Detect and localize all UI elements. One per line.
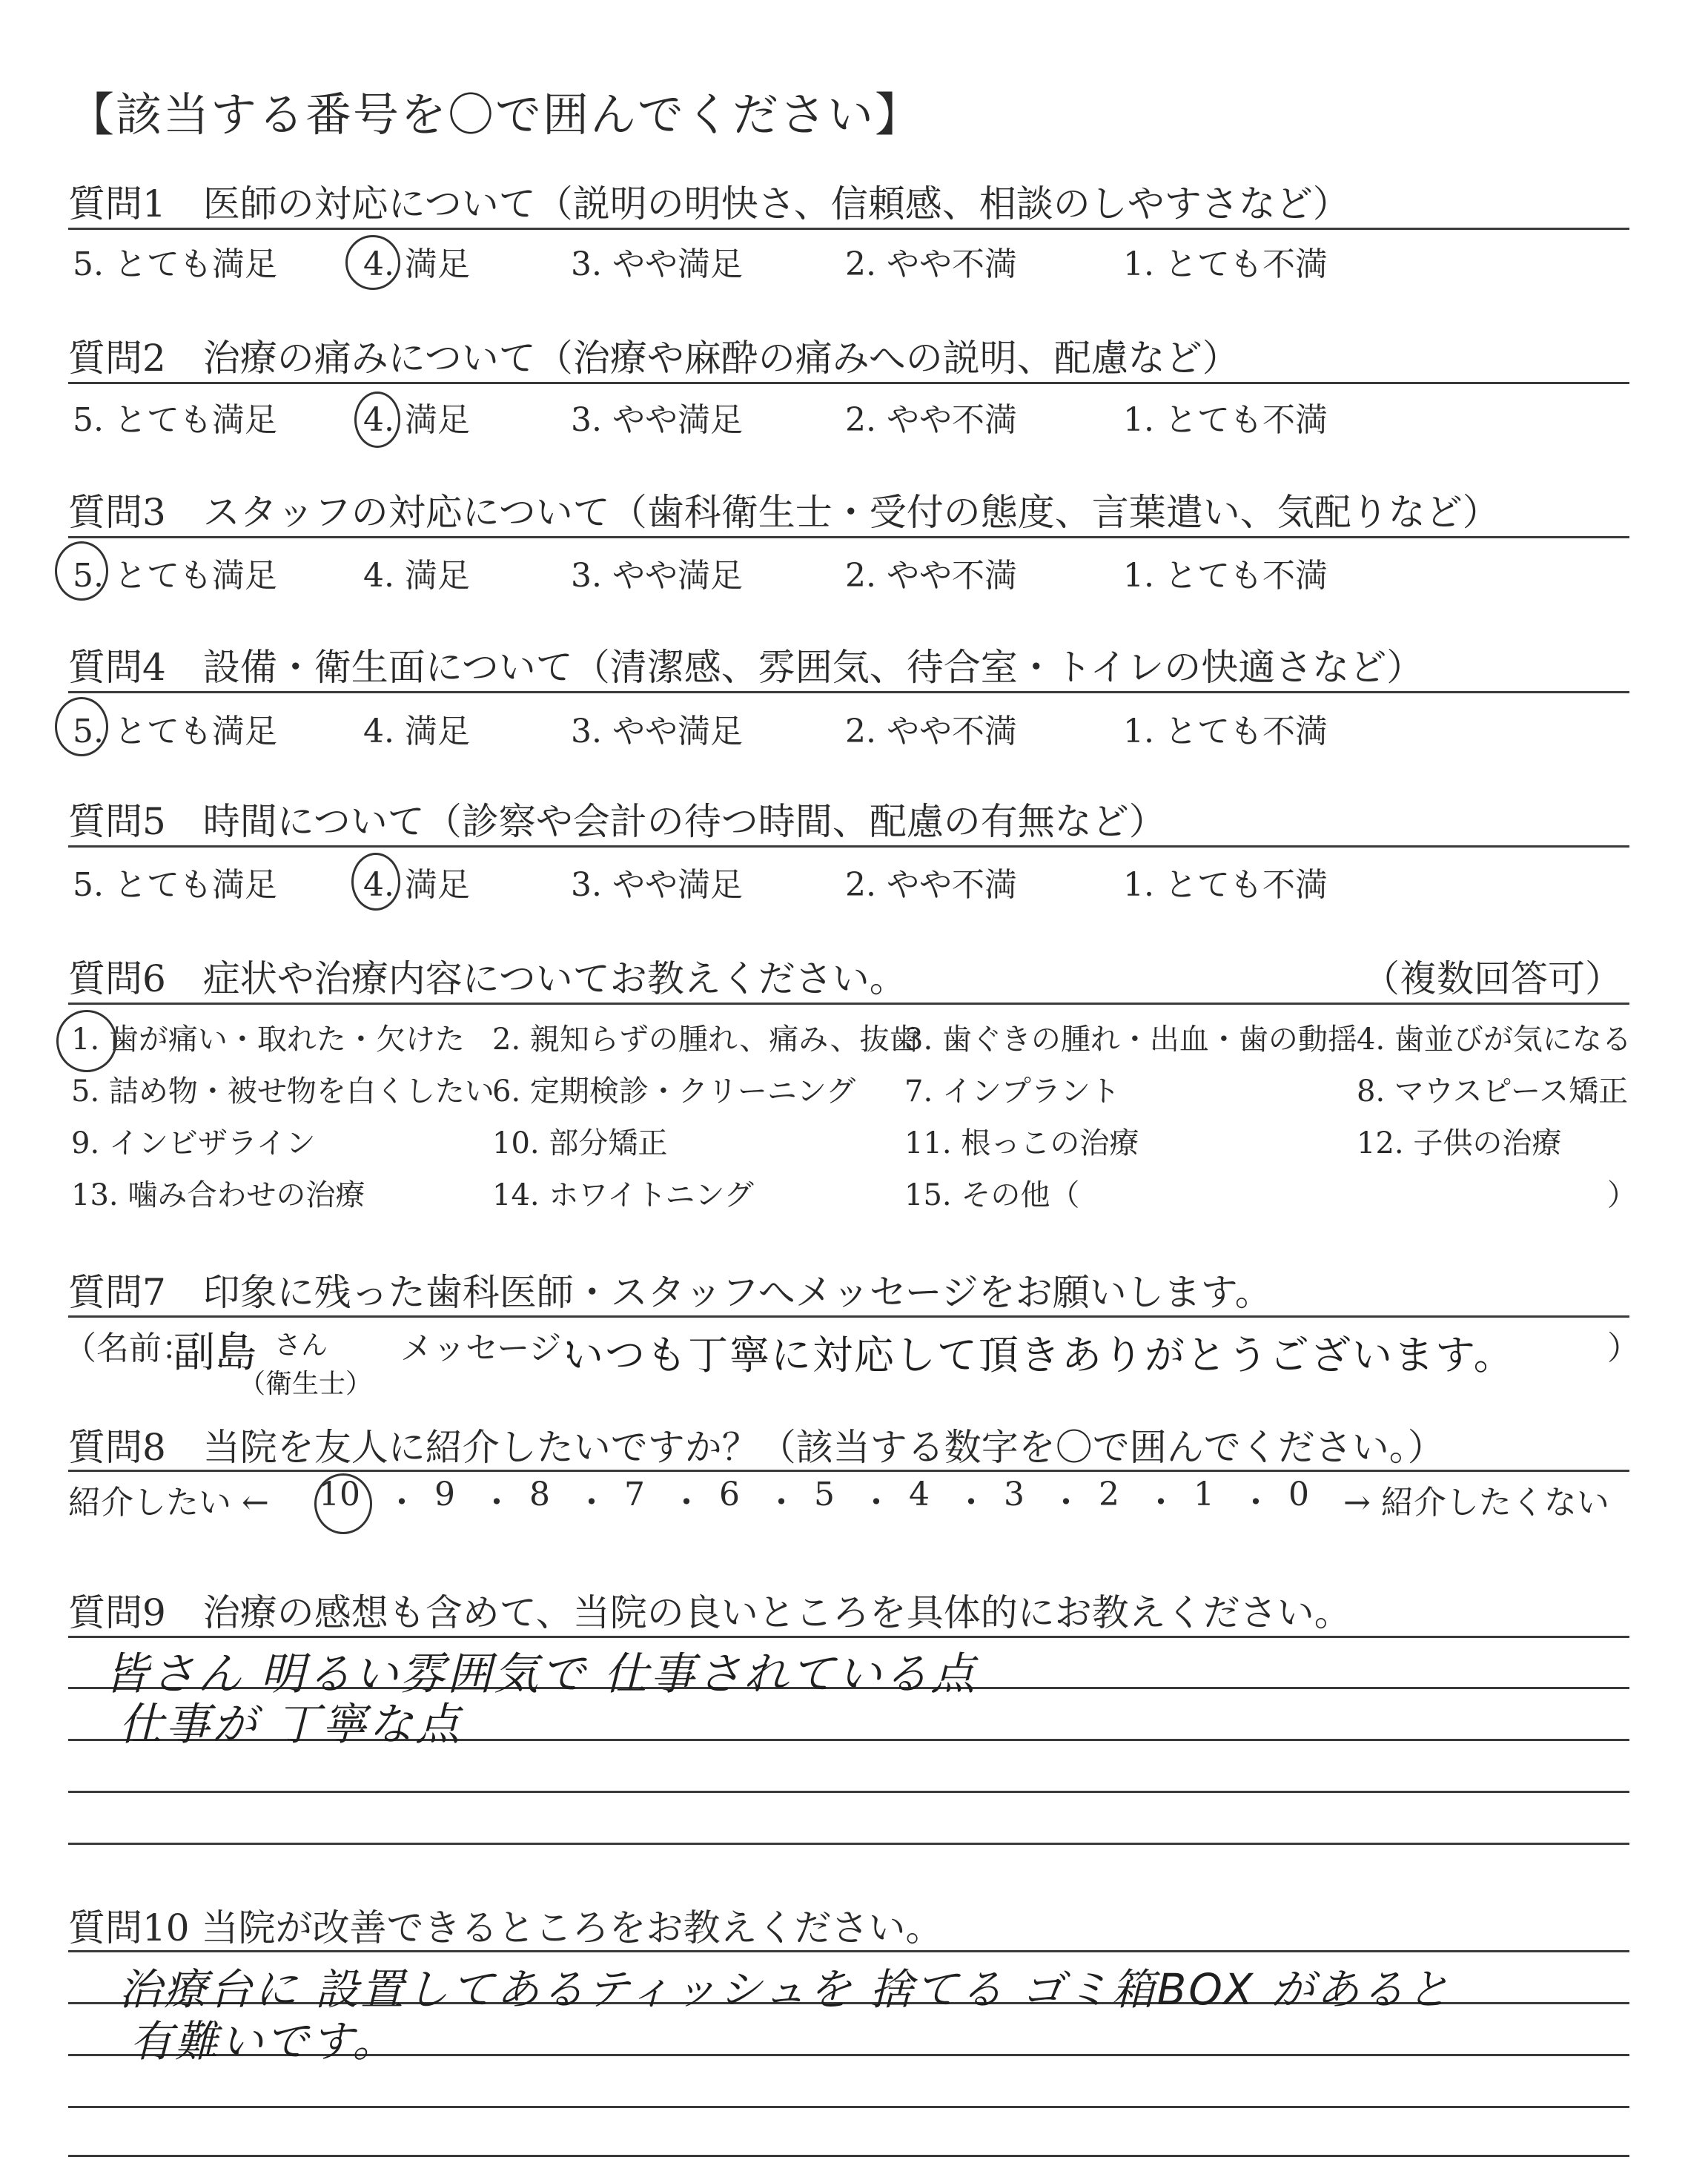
- q9-answer-line-2[interactable]: 仕事が 丁寧な点: [119, 1699, 463, 1751]
- q9-answer-line-1[interactable]: 皆さん 明るい雰囲気で 仕事されている点: [104, 1648, 978, 1700]
- q6-option-6[interactable]: 6. 定期検診・クリーニング: [492, 1074, 856, 1109]
- q8-scale-5[interactable]: 5: [814, 1476, 835, 1513]
- q4-option-1[interactable]: 1. とても不満: [1123, 713, 1328, 750]
- q5-selected-circle: [351, 853, 400, 911]
- q1-option-5[interactable]: 5. とても満足: [73, 245, 277, 283]
- q5-option-2[interactable]: 2. やや不満: [845, 866, 1017, 904]
- q8-separator: ・: [1239, 1484, 1272, 1522]
- q2-option-4[interactable]: 4. 満足: [363, 401, 470, 439]
- q7-rule: [68, 1315, 1629, 1318]
- q2-selected-circle: [354, 392, 400, 448]
- q8-separator: ・: [480, 1484, 513, 1522]
- q4-option-5[interactable]: 5. とても満足: [73, 713, 277, 750]
- q1-selected-circle: [345, 235, 400, 290]
- q8-scale-1[interactable]: 1: [1194, 1476, 1214, 1513]
- q6-option-8[interactable]: 8. マウスピース矯正: [1357, 1074, 1629, 1109]
- q8-scale-8[interactable]: 8: [529, 1476, 550, 1513]
- q6-title: 質問6 症状や治療内容についてお教えください。: [68, 957, 907, 1000]
- q6-option-7[interactable]: 7. インプラント: [904, 1074, 1120, 1109]
- q6-option-5[interactable]: 5. 詰め物・被せ物を白くしたい: [71, 1074, 494, 1109]
- q1-option-4[interactable]: 4. 満足: [363, 245, 470, 283]
- q6-selected-circle: [56, 1010, 117, 1072]
- q6-option-15[interactable]: 15. その他（: [904, 1178, 1080, 1212]
- q7-title: 質問7 印象に残った歯科医師・スタッフへメッセージをお願いします。: [68, 1271, 1272, 1314]
- q10-rule-1: [68, 1950, 1629, 1952]
- q8-separator: ・: [385, 1484, 418, 1522]
- q9-rule-5: [68, 1843, 1629, 1845]
- q7-name-label: （名前：: [64, 1330, 194, 1367]
- q10-title: 質問10 当院が改善できるところをお教えください。: [68, 1906, 943, 1949]
- q8-separator: ・: [1145, 1484, 1177, 1522]
- q3-title: 質問3 スタッフの対応について（歯科衛生士・受付の態度、言葉遣い、気配りなど）: [68, 491, 1500, 534]
- q4-title: 質問4 設備・衛生面について（清潔感、雰囲気、待合室・トイレの快適さなど）: [68, 646, 1424, 689]
- q8-scale-row: [68, 1476, 1629, 1527]
- q1-option-2[interactable]: 2. やや不満: [845, 245, 1017, 283]
- q1-title: 質問1 医師の対応について（説明の明快さ、信頼感、相談のしやすさなど）: [68, 182, 1350, 225]
- q7-name-suffix: さん: [274, 1330, 328, 1361]
- q6-option-1[interactable]: 1. 歯が痛い・取れた・欠けた: [71, 1023, 465, 1057]
- q5-option-1[interactable]: 1. とても不満: [1123, 866, 1328, 904]
- q3-selected-circle: [55, 541, 108, 601]
- q7-message-label: メッセージ：: [400, 1330, 595, 1367]
- q7-name-value[interactable]: 副島: [173, 1329, 256, 1377]
- q4-rule: [68, 691, 1629, 693]
- q10-answer-line-2[interactable]: 有難いです。: [130, 2016, 398, 2067]
- q2-option-5[interactable]: 5. とても満足: [73, 401, 277, 439]
- q2-title: 質問2 治療の痛みについて（治療や麻酔の痛みへの説明、配慮など）: [68, 337, 1239, 380]
- q8-scale-4[interactable]: 4: [909, 1476, 930, 1513]
- q9-title: 質問9 治療の感想も含めて、当院の良いところを具体的にお教えください。: [68, 1591, 1351, 1634]
- q4-option-3[interactable]: 3. やや満足: [571, 713, 743, 750]
- q7-name-role: （衛生士）: [239, 1369, 373, 1399]
- q5-title: 質問5 時間について（診察や会計の待つ時間、配慮の有無など）: [68, 800, 1166, 843]
- q8-scale-9[interactable]: 9: [434, 1476, 455, 1513]
- q10-answer-line-1[interactable]: 治療台に 設置してあるティッシュを 捨てる ゴミ箱BOX があると: [119, 1964, 1452, 2015]
- q7-message-value[interactable]: いつも丁寧に対応して頂きありがとうございます。: [563, 1332, 1515, 1378]
- q6-option-13[interactable]: 13. 噛み合わせの治療: [71, 1178, 365, 1212]
- q8-left-label: 紹介したい ←: [68, 1484, 269, 1522]
- q8-title: 質問8 当院を友人に紹介したいですか？（該当する数字を〇で囲んでください。）: [68, 1426, 1445, 1469]
- q6-option-12[interactable]: 12. 子供の治療: [1357, 1126, 1562, 1160]
- q2-option-3[interactable]: 3. やや満足: [571, 401, 743, 439]
- q3-rule: [68, 536, 1629, 538]
- q3-option-2[interactable]: 2. やや不満: [845, 557, 1017, 595]
- q8-scale-6[interactable]: 6: [719, 1476, 740, 1513]
- q1-rule: [68, 228, 1629, 230]
- q6-option-9[interactable]: 9. インビザライン: [71, 1126, 316, 1160]
- q1-option-1[interactable]: 1. とても不満: [1123, 245, 1328, 283]
- q4-selected-circle: [55, 697, 108, 756]
- q6-option-11[interactable]: 11. 根っこの治療: [904, 1126, 1139, 1160]
- q8-separator: ・: [765, 1484, 798, 1522]
- q6-option-2[interactable]: 2. 親知らずの腫れ、痛み、抜歯: [492, 1023, 919, 1057]
- q6-other-close: ）: [1607, 1178, 1637, 1212]
- instruction-title: 【該当する番号を〇で囲んでください】: [68, 87, 923, 142]
- q6-option-3[interactable]: 3. 歯ぐきの腫れ・出血・歯の動揺: [904, 1023, 1357, 1057]
- q8-scale-2[interactable]: 2: [1099, 1476, 1119, 1513]
- q8-scale-7[interactable]: 7: [624, 1476, 645, 1513]
- q1-option-3[interactable]: 3. やや満足: [571, 245, 743, 283]
- q8-separator: ・: [575, 1484, 608, 1522]
- q9-rule-1: [68, 1636, 1629, 1638]
- q2-option-2[interactable]: 2. やや不満: [845, 401, 1017, 439]
- q6-option-4[interactable]: 4. 歯並びが気になる: [1357, 1023, 1632, 1057]
- q4-option-2[interactable]: 2. やや不満: [845, 713, 1017, 750]
- q4-option-4[interactable]: 4. 満足: [363, 713, 470, 750]
- q7-close-paren: ）: [1607, 1330, 1640, 1367]
- q6-option-10[interactable]: 10. 部分矯正: [492, 1126, 668, 1160]
- q8-rule: [68, 1470, 1629, 1472]
- q8-right-label: → 紹介したくない: [1343, 1484, 1609, 1522]
- q8-scale-0[interactable]: 0: [1288, 1476, 1309, 1513]
- q8-selected-circle: [314, 1473, 372, 1534]
- q10-rule-5: [68, 2155, 1629, 2157]
- q5-option-5[interactable]: 5. とても満足: [73, 866, 277, 904]
- q3-option-3[interactable]: 3. やや満足: [571, 557, 743, 595]
- q6-option-14[interactable]: 14. ホワイトニング: [492, 1178, 754, 1212]
- q8-scale-10[interactable]: 10: [319, 1476, 360, 1513]
- q3-option-4[interactable]: 4. 満足: [363, 557, 470, 595]
- q3-option-1[interactable]: 1. とても不満: [1123, 557, 1328, 595]
- q6-rule: [68, 1003, 1629, 1005]
- q3-option-5[interactable]: 5. とても満足: [73, 557, 277, 595]
- q8-separator: ・: [955, 1484, 987, 1522]
- q8-separator: ・: [670, 1484, 703, 1522]
- q5-rule: [68, 845, 1629, 848]
- q2-option-1[interactable]: 1. とても不満: [1123, 401, 1328, 439]
- q5-option-3[interactable]: 3. やや満足: [571, 866, 743, 904]
- q10-rule-4: [68, 2106, 1629, 2108]
- q8-separator: ・: [860, 1484, 893, 1522]
- q2-rule: [68, 382, 1629, 384]
- q5-option-4[interactable]: 4. 満足: [363, 866, 470, 904]
- q8-scale-3[interactable]: 3: [1004, 1476, 1025, 1513]
- q9-rule-4: [68, 1791, 1629, 1793]
- q6-multi-note: （複数回答可）: [1363, 957, 1622, 1000]
- q8-separator: ・: [1050, 1484, 1082, 1522]
